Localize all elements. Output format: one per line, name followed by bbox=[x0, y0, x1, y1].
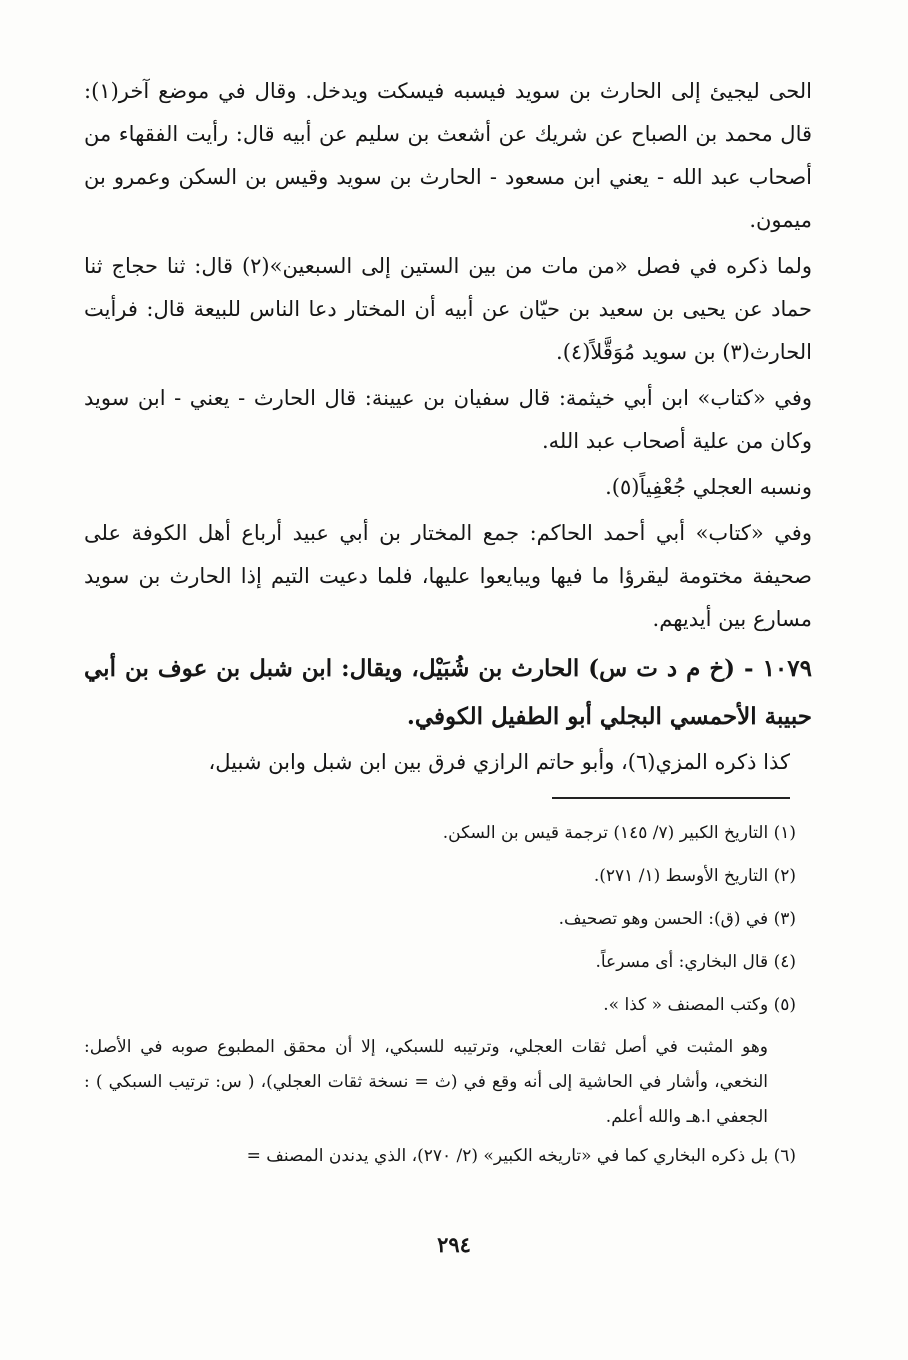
main-text bbox=[84, 70, 812, 787]
footnote-3: (٣) في (ق): الحسن وهو تصحيف. bbox=[558, 909, 796, 929]
entry-text: كذا ذكره المزي(٦)، وأبو حاتم الرازي فرق بين ابن شبل وابن شبيل، bbox=[208, 750, 790, 774]
paragraph-2: ولما ذكره في فصل «من مات من بين الستين إلى السبعين»(٢) قال: ثنا حجاج ثنا حماد عن يحيى بن سعيد بن حيّان عن أبيه أن المختار دعا الناس للبيعة قال: فرأيت الحارث(٣) بن سويد مُوَقَّلاً(٤). bbox=[84, 254, 812, 364]
paragraph-3: وفي «كتاب» ابن أبي خيثمة: قال سفيان بن عيينة: قال الحارث - يعني - ابن سويد وكان من علية أصحاب عبد الله. bbox=[84, 386, 812, 453]
footnote-6: (٦) بل ذكره البخاري كما في «تاريخه الكبير» (٢/ ٢٧٠)، الذي يدندن المصنف = bbox=[246, 1146, 796, 1166]
footnote-5: (٥) وكتب المصنف « كذا ». bbox=[603, 995, 796, 1015]
footnote-5-note: وهو المثبت في أصل ثقات العجلي، وترتيبه للسبكي، إلا أن محقق المطبوع صوبه في الأصل: النخعي، وأشار في الحاشية إلى أنه وقع في (ث = نسخة ثقات العجلي)، ( س: ترتيب السبكي ) : الجعفي ا.هـ والله أعلم. bbox=[84, 1037, 768, 1127]
footnote-1: (١) التاريخ الكبير (٧/ ١٤٥) ترجمة قيس بن السكن. bbox=[442, 823, 796, 843]
footnote-2: (٢) التاريخ الأوسط (١/ ٢٧١). bbox=[593, 866, 796, 886]
footnotes bbox=[84, 812, 796, 1178]
entry-heading: ١٠٧٩ - (خ م د ت س) الحارث بن شُبَيْل، ويقال: ابن شبل بن عوف بن أبي حبيبة الأحمسي البجلي أبو الطفيل الكوفي. bbox=[84, 655, 812, 730]
page-number: ٢٩٤ bbox=[437, 1232, 471, 1257]
footnote-4: (٤) قال البخاري: أى مسرعاً. bbox=[595, 952, 796, 972]
paragraph-4: ونسبه العجلي جُعْفِياً(٥). bbox=[605, 475, 812, 499]
paragraph-5: وفي «كتاب» أبي أحمد الحاكم: جمع المختار بن أبي عبيد أرباع أهل الكوفة على صحيفة مختومة ليقرؤا ما فيها ويبايعوا عليها، فلما دعيت التيم إذا الحارث بن سويد مسارع بين أيديهم. bbox=[84, 521, 812, 631]
paragraph-1: الحى ليجيئ إلى الحارث بن سويد فيسبه فيسكت ويدخل. وقال في موضع آخر(١): قال محمد بن الصباح عن شريك عن أشعث بن سليم عن أبيه قال: رأيت الفقهاء من أصحاب عبد الله - يعني ابن مسعود - الحارث بن سويد وقيس بن السكن وعمرو بن ميمون. bbox=[84, 79, 813, 232]
footnote-divider bbox=[552, 797, 790, 799]
